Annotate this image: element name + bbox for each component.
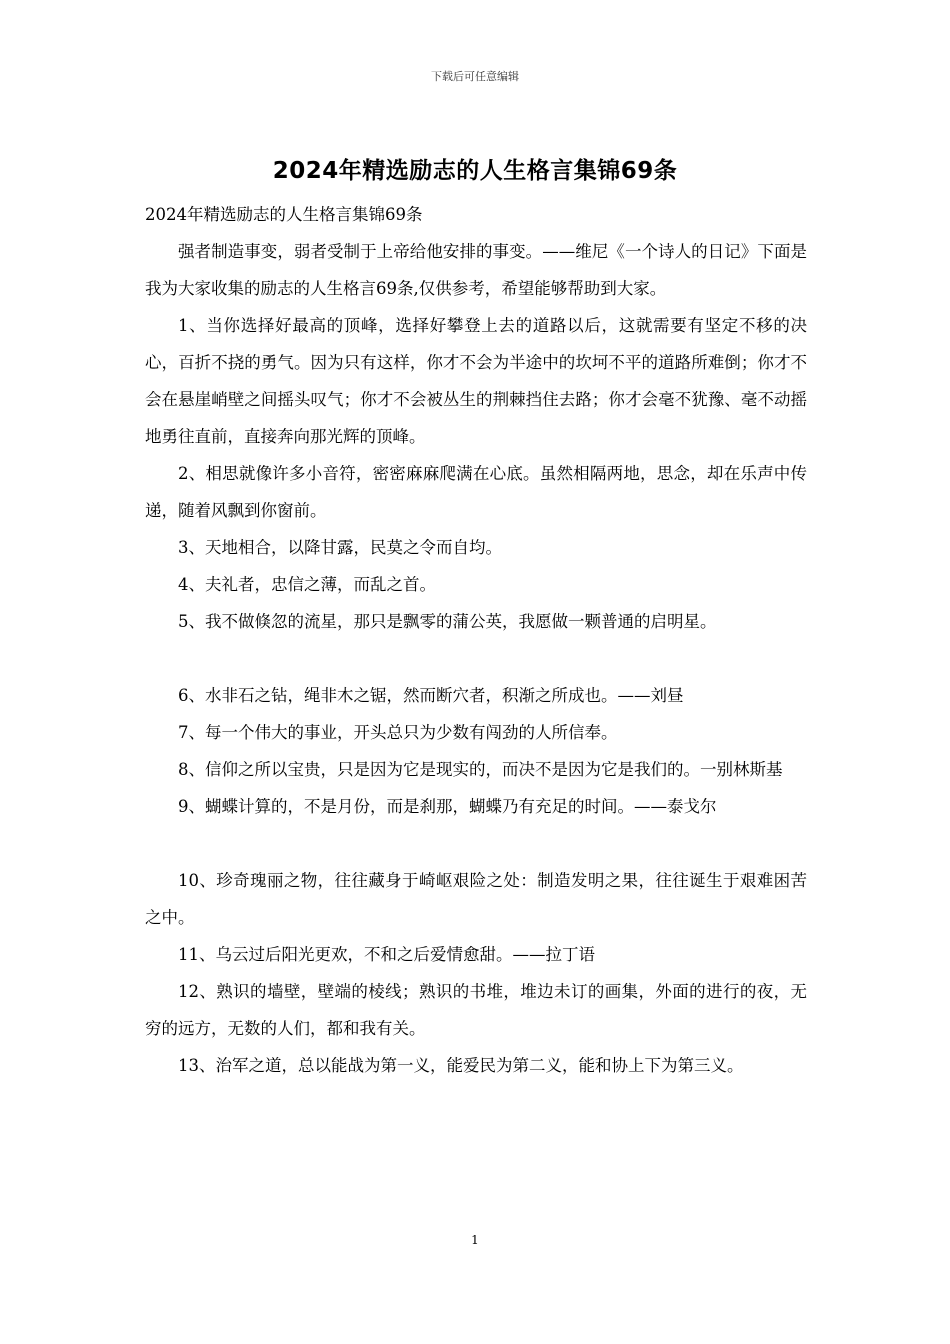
page-number: 1 [471, 1233, 479, 1247]
quote-item-6: 6、水非石之钻，绳非木之锯，然而断穴者，积渐之所成也。——刘昼 [178, 686, 684, 705]
quote-item-2: 2、相思就像许多小音符，密密麻麻爬满在心底。虽然相隔两地，思念，却在乐声中传递，随着风飘到你窗前。 [145, 464, 807, 520]
document-body [145, 196, 807, 1084]
quote-item-13: 13、治军之道，总以能战为第一义，能爱民为第二义，能和协上下为第三义。 [178, 1056, 744, 1075]
blank-line [145, 825, 807, 862]
quote-item-8: 8、信仰之所以宝贵，只是因为它是现实的，而决不是因为它是我们的。一别林斯基 [178, 760, 783, 779]
quote-item-7: 7、每一个伟大的事业，开头总只为少数有闯劲的人所信奉。 [178, 723, 618, 742]
quote-item-5: 5、我不做倏忽的流星，那只是飘零的蒲公英，我愿做一颗普通的启明星。 [178, 612, 717, 631]
document-title: 2024年精选励志的人生格言集锦69条 [272, 158, 678, 184]
blank-line [145, 640, 807, 677]
subtitle-line: 2024年精选励志的人生格言集锦69条 [145, 205, 423, 224]
intro-paragraph: 强者制造事变，弱者受制于上帝给他安排的事变。——维尼《一个诗人的日记》下面是我为大家收集的励志的人生格言69条,仅供参考，希望能够帮助到大家。 [145, 242, 807, 298]
quote-item-10: 10、珍奇瑰丽之物，往往藏身于崎岖艰险之处：制造发明之果，往往诞生于艰难困苦之中。 [145, 871, 807, 927]
quote-item-4: 4、夫礼者，忠信之薄，而乱之首。 [178, 575, 436, 594]
header-note: 下载后可任意编辑 [431, 70, 519, 83]
quote-item-9: 9、蝴蝶计算的，不是月份，而是刹那，蝴蝶乃有充足的时间。——泰戈尔 [178, 797, 717, 816]
quote-item-12: 12、熟识的墙壁，壁端的棱线；熟识的书堆，堆边未订的画集，外面的进行的夜，无穷的远方，无数的人们，都和我有关。 [145, 982, 807, 1038]
quote-item-11: 11、乌云过后阳光更欢，不和之后爱情愈甜。——拉丁语 [178, 945, 595, 964]
quote-item-3: 3、天地相合，以降甘露，民莫之令而自均。 [178, 538, 502, 557]
quote-item-1: 1、当你选择好最高的顶峰，选择好攀登上去的道路以后，这就需要有坚定不移的决心，百折不挠的勇气。因为只有这样，你才不会为半途中的坎坷不平的道路所难倒；你才不会在悬崖峭壁之间摇头叹气；你才不会被丛生的荆棘挡住去路；你才会毫不犹豫、毫不动摇地勇往直前，直接奔向那光辉的顶峰。 [145, 316, 807, 446]
